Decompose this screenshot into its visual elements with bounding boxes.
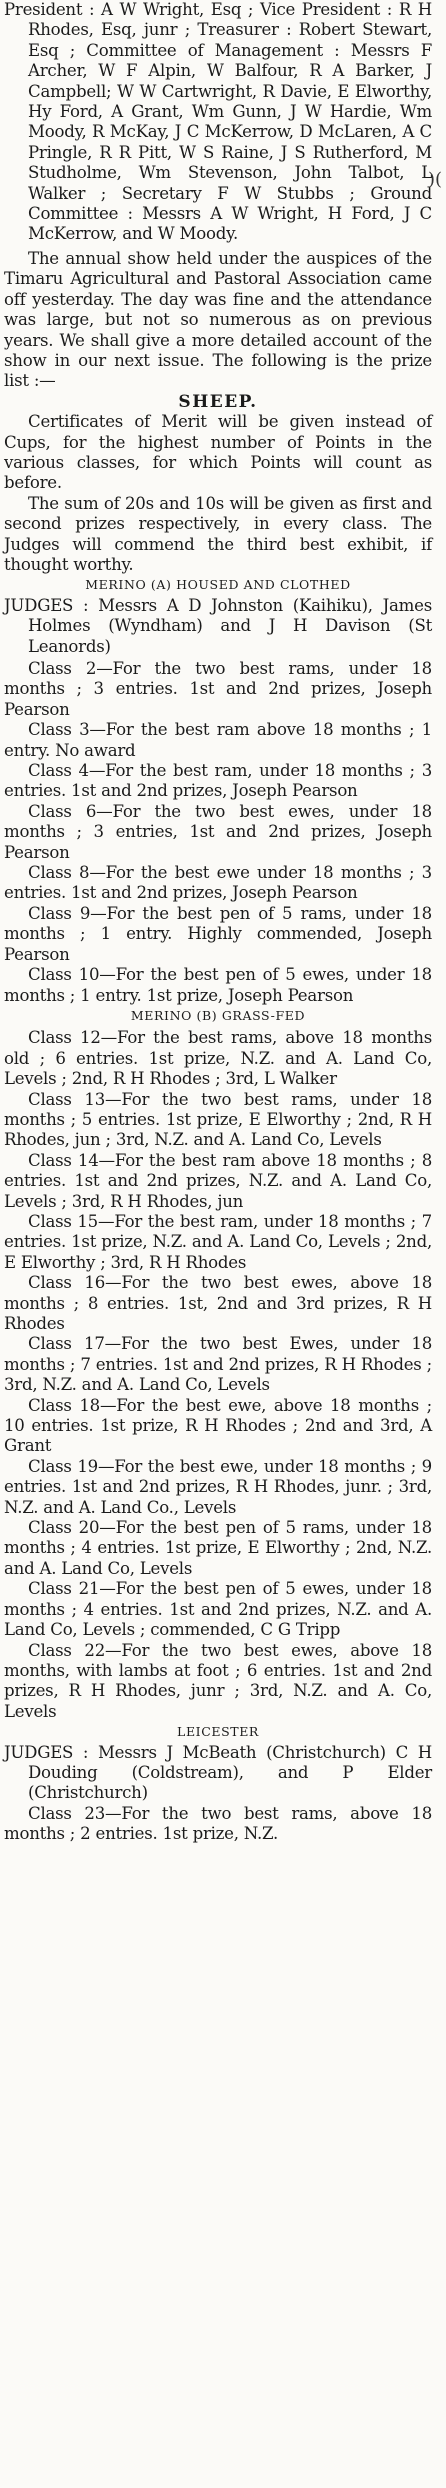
judges-leicester: JUDGES : Messrs J McBeath (Christchurch) C H Douding (Coldstream), and P Elder (Christchurch) <box>4 1742 432 1803</box>
officers-paragraph: President : A W Wright, Esq ; Vice President : R H Rhodes, Esq, junr ; Treasurer : Robert Stewart, Esq ; Committee of Management : Messrs F Archer, W F Alpin, W Balfour, R A Barker, J Campbell; W W Cartwright, R Davie, E Elworthy, Hy Ford, A Grant, Wm Gunn, J W Hardie, Wm Moody, R McKay, J C McKerrow, D McLaren, A C Pringle, R R Pitt, W S Raine, J S Rutherford, M Studholme, Wm Stevenson, John Talbot, L Walker ; Secretary F W Stubbs ; Ground Committee : Messrs A W Wright, H Ford, J C McKerrow, and W Moody. <box>4 0 432 244</box>
prize-class-2: Class 2—For the two best rams, under 18 months ; 3 entries. 1st and 2nd prizes, Joseph Pearson <box>4 659 432 719</box>
subheading-merino-b: MERINO (B) GRASS-FED <box>130 1007 306 1023</box>
prize-class-23: Class 23—For the two best rams, above 18 months ; 2 entries. 1st prize, N.Z. <box>4 1803 432 1844</box>
prize-class-12: Class 12—For the best rams, above 18 months old ; 6 entries. 1st prize, N.Z. and A. Land Co, Levels ; 2nd, R H Rhodes ; 3rd, L Walker <box>4 1028 432 1089</box>
intro-paragraph: The annual show held under the auspices of the Timaru Agricultural and Pastoral Association came off yesterday. The day was fine and the attendance was large, but not so numerous as on previous years. We shall give a more detailed account of the show in our next issue. The following is the prize list :— <box>4 248 432 391</box>
prize-class-20: Class 20—For the best pen of 5 rams, under 18 months ; 4 entries. 1st prize, E Elworthy ; 2nd, N.Z. and A. Land Co, Levels <box>4 1518 432 1578</box>
prize-class-21: Class 21—For the best pen of 5 ewes, under 18 months ; 4 entries. 1st and 2nd prizes, N.Z. and A. Land Co, Levels ; commended, C G Tripp <box>4 1579 432 1640</box>
prize-class-14: Class 14—For the best ram above 18 months ; 8 entries. 1st and 2nd prizes, N.Z. and A. Land Co, Levels ; 3rd, R H Rhodes, jun <box>4 1150 432 1211</box>
prize-class-22: Class 22—For the two best ewes, above 18 months, with lambs at foot ; 6 entries. 1st and 2nd prizes, R H Rhodes, junr ; 3rd, N.Z. and A. Co, Levels <box>4 1640 432 1721</box>
prize-class-8: Class 8—For the best ewe under 18 months ; 3 entries. 1st and 2nd prizes, Joseph Pearson <box>4 863 432 903</box>
prize-class-16: Class 16—For the two best ewes, above 18 months ; 8 entries. 1st, 2nd and 3rd prizes, R H Rhodes <box>4 1273 432 1333</box>
prize-class-15: Class 15—For the best ram, under 18 months ; 7 entries. 1st prize, N.Z. and A. Land Co, Levels ; 2nd, E Elworthy ; 3rd, R H Rhodes <box>4 1211 432 1272</box>
judges-merino-a: JUDGES : Messrs A D Johnston (Kaihiku), James Holmes (Wyndham) and J H Davison (St Leanords) <box>4 595 432 656</box>
subheading-merino-a: MERINO (A) HOUSED AND CLOTHED <box>85 577 351 593</box>
prize-class-9: Class 9—For the best pen of 5 rams, under 18 months ; 1 entry. Highly commended, Joseph Pearson <box>4 903 432 964</box>
section-heading-sheep: SHEEP. <box>178 391 258 412</box>
prize-class-3: Class 3—For the best ram above 18 months ; 1 entry. No award <box>4 720 432 760</box>
margin-mark: )( <box>428 169 443 190</box>
prize-class-10: Class 10—For the best pen of 5 ewes, under 18 months ; 1 entry. 1st prize, Joseph Pearson <box>4 965 432 1005</box>
prize-class-6: Class 6—For the two best ewes, under 18 months ; 3 entries, 1st and 2nd prizes, Joseph Pearson <box>4 801 432 862</box>
prize-class-18: Class 18—For the best ewe, above 18 months ; 10 entries. 1st prize, R H Rhodes ; 2nd and 3rd, A Grant <box>4 1395 432 1456</box>
prize-class-4: Class 4—For the best ram, under 18 months ; 3 entries. 1st and 2nd prizes, Joseph Pearson <box>4 761 432 801</box>
subheading-leicester: LEICESTER <box>177 1724 259 1740</box>
prize-class-19: Class 19—For the best ewe, under 18 months ; 9 entries. 1st and 2nd prizes, R H Rhodes, junr. ; 3rd, N.Z. and A. Land Co., Levels <box>4 1456 432 1517</box>
sheep-note-certificates: Certificates of Merit will be given instead of Cups, for the highest number of Points in the various classes, for which Points will count as before. <box>4 412 432 493</box>
prize-class-13: Class 13—For the two best rams, under 18 months ; 5 entries. 1st prize, E Elworthy ; 2nd, R H Rhodes, jun ; 3rd, N.Z. and A. Land Co, Levels <box>4 1089 432 1150</box>
prize-class-17: Class 17—For the two best Ewes, under 18 months ; 7 entries. 1st and 2nd prizes, R H Rhodes ; 3rd, N.Z. and A. Land Co, Levels <box>4 1334 432 1395</box>
sheep-note-prizes: The sum of 20s and 10s will be given as first and second prizes respectively, in every class. The Judges will commend the third best exhibit, if thought worthy. <box>4 493 432 574</box>
